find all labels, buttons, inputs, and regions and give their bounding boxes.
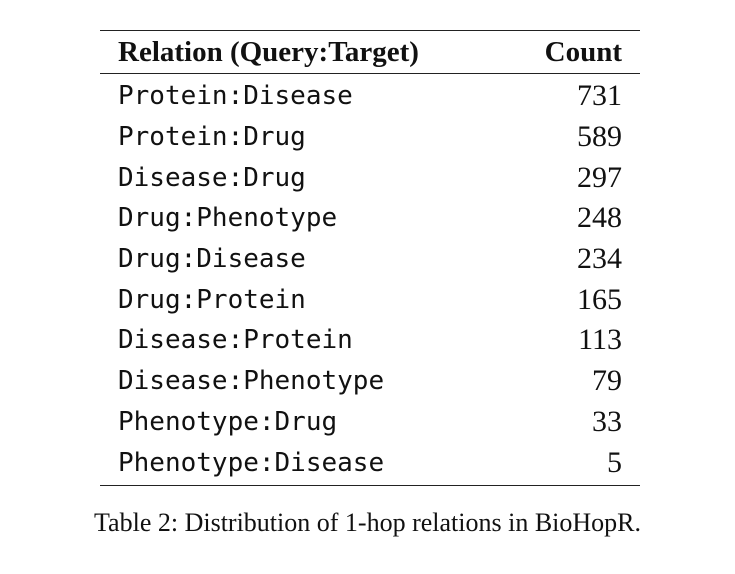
- relations-table: [100, 30, 640, 486]
- table-header: [100, 31, 640, 74]
- count-cell: 79: [592, 364, 622, 398]
- table-row: [100, 279, 640, 320]
- relation-cell: Drug:Protein: [118, 284, 306, 315]
- count-cell: 33: [592, 404, 622, 438]
- table-row: [100, 361, 640, 402]
- table-row: [100, 239, 640, 280]
- count-cell: 248: [577, 201, 622, 235]
- table-body: [100, 74, 640, 486]
- table-caption: Table 2: Distribution of 1-hop relations in BioHopR.: [93, 508, 641, 537]
- table-row: [100, 74, 640, 117]
- relation-cell: Protein:Drug: [118, 122, 306, 153]
- relation-cell: Protein:Disease: [118, 81, 353, 112]
- relation-cell: Disease:Drug: [118, 162, 306, 193]
- relation-cell: Disease:Protein: [118, 325, 353, 356]
- relation-cell: Drug:Disease: [118, 244, 306, 275]
- table-row: [100, 442, 640, 485]
- relation-cell: Phenotype:Drug: [118, 406, 338, 437]
- relation-cell: Phenotype:Disease: [118, 447, 385, 478]
- count-cell: 589: [577, 120, 622, 154]
- header-row: [100, 31, 640, 74]
- table-row: [100, 198, 640, 239]
- table-row: [100, 402, 640, 443]
- table-row: [100, 157, 640, 198]
- relation-cell: Drug:Phenotype: [118, 203, 338, 234]
- relations-table-container: [100, 30, 640, 486]
- table-row: [100, 117, 640, 158]
- header-relation: Relation (Query:Target): [118, 35, 419, 68]
- header-count: Count: [544, 35, 622, 68]
- count-cell: 113: [578, 323, 622, 357]
- count-cell: 297: [577, 160, 622, 194]
- relation-cell: Disease:Phenotype: [118, 366, 385, 397]
- count-cell: 234: [577, 242, 622, 276]
- count-cell: 5: [607, 445, 622, 479]
- table-row: [100, 320, 640, 361]
- count-cell: 731: [577, 79, 622, 113]
- count-cell: 165: [577, 282, 622, 316]
